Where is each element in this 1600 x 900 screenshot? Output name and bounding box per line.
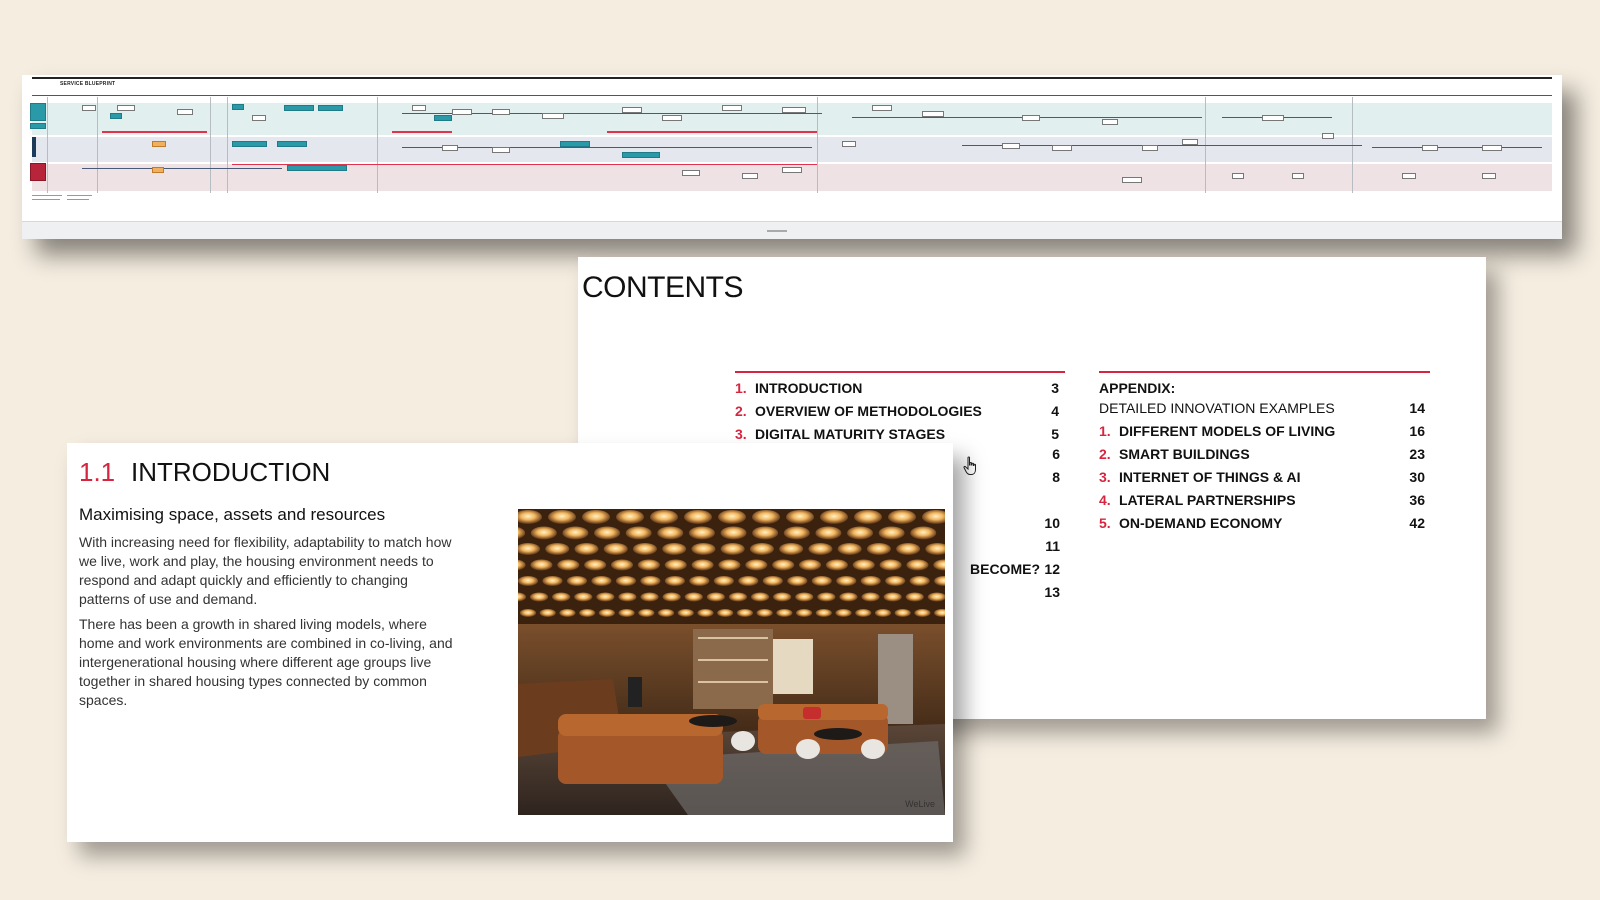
appendix-subheading-row[interactable] [1099, 400, 1425, 423]
toc-item-page: 14 [1409, 400, 1425, 416]
blueprint-teal-box [232, 141, 267, 147]
toc-item-number: 2. [735, 403, 747, 419]
toc-item-page: 10 [1044, 515, 1060, 531]
blueprint-red-line [392, 131, 452, 133]
ceiling-lamp [839, 592, 857, 601]
ceiling-lamp [599, 609, 615, 617]
blueprint-white-box [842, 141, 856, 147]
toc-item-number: 1. [735, 380, 747, 396]
toc-item-label: OVERVIEW OF METHODOLOGIES [755, 403, 982, 419]
blueprint-stage-divider [377, 97, 378, 193]
ceiling-lamp [721, 543, 745, 555]
ceiling-lamp [816, 609, 832, 617]
blueprint-top-rule [32, 77, 1552, 79]
toc-obscured-row [960, 492, 1060, 515]
ceiling-lamp [689, 576, 709, 586]
ceiling-lamp [847, 526, 873, 539]
lounge-photo [518, 509, 945, 815]
scroll-handle[interactable] [767, 230, 787, 232]
toc-item-page: 13 [1044, 584, 1060, 600]
blueprint-teal-box [560, 141, 590, 147]
blueprint-teal-box [318, 105, 343, 111]
ceiling-lamp [779, 543, 803, 555]
blueprint-stage-divider [817, 97, 818, 193]
blueprint-white-box [742, 173, 758, 179]
blueprint-white-box [542, 113, 564, 119]
toc-item-page: 8 [1052, 469, 1060, 485]
blueprint-white-box [1182, 139, 1198, 145]
blueprint-teal-box [110, 113, 122, 119]
blueprint-teal-box [277, 141, 307, 147]
ceiling-lamp [665, 576, 685, 586]
blueprint-red-line [102, 131, 207, 133]
appendix-item[interactable] [1099, 446, 1425, 469]
ceiling-lamp [567, 576, 587, 586]
ceiling-lamp [616, 510, 644, 524]
blueprint-stage-divider [47, 97, 48, 193]
ceiling-lamp [884, 592, 902, 601]
toc-item-label: SMART BUILDINGS [1119, 446, 1250, 462]
blueprint-white-box [82, 105, 96, 111]
ceiling-lamp [692, 559, 714, 570]
ceiling-lamp [752, 526, 778, 539]
toc-item-page: 5 [1051, 426, 1059, 442]
blueprint-stage-divider [97, 97, 98, 193]
ceiling-lamp [786, 510, 814, 524]
ceiling-lamp [594, 526, 620, 539]
ceiling-lamp [665, 559, 687, 570]
toc-item-page: 12 [1044, 561, 1060, 577]
service-blueprint-document [22, 75, 1562, 239]
blueprint-white-box [492, 147, 510, 153]
ceiling-lamp [584, 559, 606, 570]
ceiling-lamp [812, 576, 832, 586]
ceiling-lamp [776, 609, 792, 617]
ceiling-lamp [772, 559, 794, 570]
blueprint-white-box [682, 170, 700, 176]
ceiling-lamp [638, 559, 660, 570]
ceiling-lamp [835, 609, 851, 617]
toc-item-page: 36 [1409, 492, 1425, 508]
ceiling-lamp [808, 543, 832, 555]
ceiling-lamp [718, 559, 740, 570]
ceiling-lamp [557, 559, 579, 570]
blueprint-dark-box [32, 137, 36, 157]
ceiling-lamp [574, 592, 592, 601]
ceiling-lamp [579, 609, 595, 617]
blueprint-white-box [1022, 115, 1040, 121]
blueprint-teal-box [30, 123, 46, 129]
blueprint-teal-box [232, 104, 244, 110]
ceiling-lamp [640, 576, 660, 586]
ceiling-lamp [885, 576, 905, 586]
ceiling-lamp [520, 609, 536, 617]
appendix-item[interactable] [1099, 423, 1425, 446]
blueprint-legend-line [32, 199, 60, 200]
ceiling-lamp [717, 609, 733, 617]
toc-item-label: ON-DEMAND ECONOMY [1119, 515, 1283, 531]
ceiling-lamp [745, 559, 767, 570]
toc-item-number: 1. [1099, 423, 1111, 439]
ceiling-lamp [910, 576, 930, 586]
blueprint-white-box [1482, 173, 1496, 179]
ceiling-lamp [751, 592, 769, 601]
ceiling-lamp [910, 526, 936, 539]
ceiling-lamp [618, 592, 636, 601]
ceiling-lamp [838, 543, 862, 555]
blueprint-white-box [1422, 145, 1438, 151]
blueprint-white-box [1002, 143, 1020, 149]
ceiling-lamp [657, 526, 683, 539]
toc-item-label: INTERNET OF THINGS & AI [1119, 469, 1301, 485]
ceiling-lamp [853, 559, 875, 570]
ceiling-lamp [861, 576, 881, 586]
blueprint-white-box [492, 109, 510, 115]
blueprint-flow-line [962, 145, 1362, 146]
toc-item-page: 4 [1051, 403, 1059, 419]
ceiling-lamp [718, 510, 746, 524]
blueprint-flow-line [82, 168, 282, 169]
blueprint-orange-box [152, 141, 166, 147]
blueprint-stage-divider [210, 97, 211, 193]
ceiling-lamp [531, 526, 557, 539]
ceiling-lamp [633, 543, 657, 555]
blueprint-teal-box [287, 165, 347, 171]
blueprint-white-box [662, 115, 682, 121]
blueprint-teal-box [434, 115, 452, 121]
ceiling-lamp [650, 510, 678, 524]
ceiling-lamp [626, 526, 652, 539]
ceiling-lamp [738, 576, 758, 586]
ceiling-lamp [518, 576, 538, 586]
toc-item-page: 6 [1052, 446, 1060, 462]
ceiling-lamp [685, 592, 703, 601]
ceiling-lamp [604, 543, 628, 555]
ceiling-lamp [880, 559, 902, 570]
ceiling-lamp [562, 526, 588, 539]
blueprint-teal-box [284, 105, 314, 111]
ceiling-lamp [540, 609, 556, 617]
ceiling-lamp [750, 543, 774, 555]
ceiling-lamp [618, 609, 634, 617]
blueprint-legend-line [32, 195, 62, 196]
blueprint-legend-line [67, 195, 92, 196]
blueprint-white-box [1482, 145, 1502, 151]
toc-appendix-list [1099, 380, 1425, 538]
toc-item-number: 3. [735, 426, 747, 442]
appendix-item[interactable] [1099, 492, 1425, 515]
ceiling-lamp [854, 510, 882, 524]
ceiling-lamp [888, 510, 916, 524]
ceiling-lamp [530, 559, 552, 570]
toc-item-label: DIFFERENT MODELS OF LIVING [1119, 423, 1336, 439]
blueprint-title: SERVICE BLUEPRINT [60, 81, 116, 87]
ceiling-lamp [795, 592, 813, 601]
toc-item-label: LATERAL PARTNERSHIPS [1119, 492, 1296, 508]
introduction-page [67, 443, 953, 842]
blueprint-legend-line [67, 199, 89, 200]
ceiling-lamp [879, 526, 905, 539]
ceiling-lamp [582, 510, 610, 524]
toc-obscured-row [960, 515, 1060, 538]
ceiling-lamp [815, 526, 841, 539]
toc-item-page: 11 [1045, 538, 1060, 554]
ceiling-lamp [721, 526, 747, 539]
ceiling-lamp [707, 592, 725, 601]
ceiling-lamp [773, 592, 791, 601]
blueprint-white-box [1402, 173, 1416, 179]
section-number: 1.1 [79, 457, 116, 487]
ceiling-lamp [691, 543, 715, 555]
intro-paragraph-1: With increasing need for flexibility, adaptability to match how we live, work and play, the housing environment needs to respond and adapt quickly and efficiently to changing patterns of use and demand. [79, 534, 452, 607]
blueprint-flow-line [1372, 147, 1542, 148]
ceiling-lamp [820, 510, 848, 524]
ceiling-lamp [855, 609, 871, 617]
ceiling-lamp [784, 526, 810, 539]
hand-pointer-icon [962, 456, 980, 476]
toc-partial-label: BECOME? [970, 561, 1040, 577]
blueprint-white-box [1262, 115, 1284, 121]
blueprint-white-box [1052, 145, 1072, 151]
blueprint-white-box [782, 107, 806, 113]
toc-item-number: 2. [1099, 446, 1111, 462]
blueprint-white-box [1142, 145, 1158, 151]
ceiling-lamp [658, 609, 674, 617]
blueprint-white-box [872, 105, 892, 111]
ceiling-lamp [640, 592, 658, 601]
ceiling-lamp [545, 543, 569, 555]
ceiling-lamp [914, 609, 930, 617]
toc-item-label: INTRODUCTION [755, 380, 863, 396]
toc-obscured-row [960, 538, 1060, 561]
ceiling-lamp [542, 576, 562, 586]
ceiling-lamp [896, 543, 920, 555]
ceiling-lamp [799, 559, 821, 570]
blueprint-red-line [607, 131, 817, 133]
toc-item-page: 42 [1409, 515, 1425, 531]
ceiling-lamp [787, 576, 807, 586]
toc-item-number: 4. [1099, 492, 1111, 508]
appendix-subheading: DETAILED INNOVATION EXAMPLES [1099, 400, 1335, 416]
blueprint-stage-rule [32, 95, 1552, 96]
blueprint-white-box [622, 107, 642, 113]
ceiling-lamp [548, 510, 576, 524]
toc-item-label: DIGITAL MATURITY STAGES [755, 426, 946, 442]
ceiling-lamp [697, 609, 713, 617]
ceiling-lamp [678, 609, 694, 617]
ceiling-lamp [757, 609, 773, 617]
ceiling-lamp [826, 559, 848, 570]
blueprint-teal-box [30, 103, 46, 121]
blueprint-white-box [1232, 173, 1244, 179]
blueprint-scroll-footer[interactable] [22, 221, 1562, 239]
toc-main-list [735, 380, 1059, 449]
ceiling-lamp [861, 592, 879, 601]
ceiling-lamp [662, 543, 686, 555]
toc-obscured-row [960, 584, 1060, 607]
blueprint-white-box [1292, 173, 1304, 179]
toc-item-page: 23 [1409, 446, 1425, 462]
ceiling-lamp [596, 592, 614, 601]
toc-item-page: 3 [1051, 380, 1059, 396]
ceiling-lamp [591, 576, 611, 586]
blueprint-red-box [30, 163, 46, 181]
section-title: INTRODUCTION [131, 457, 331, 487]
blueprint-white-box [442, 145, 458, 151]
ceiling-lamp [867, 543, 891, 555]
toc-item-number: 5. [1099, 515, 1111, 531]
toc-item-number: 3. [1099, 469, 1111, 485]
blueprint-white-box [177, 109, 193, 115]
toc-item[interactable] [735, 380, 1059, 403]
blueprint-flow-line [402, 147, 812, 148]
ceiling-lamp [530, 592, 548, 601]
ceiling-lamp [638, 609, 654, 617]
ceiling-lamp [714, 576, 734, 586]
ceiling-lamp [906, 592, 924, 601]
ceiling-lamp [895, 609, 911, 617]
blueprint-white-box [782, 167, 802, 173]
blueprint-white-box [252, 115, 266, 121]
blueprint-white-box [452, 109, 472, 115]
ceiling-lamp [906, 559, 928, 570]
appendix-item[interactable] [1099, 515, 1425, 538]
toc-item[interactable] [735, 403, 1059, 426]
contents-title: CONTENTS [582, 271, 743, 304]
ceiling-lamp [836, 576, 856, 586]
blueprint-white-box [722, 105, 742, 111]
blueprint-white-box [117, 105, 135, 111]
ceiling-lamp [689, 526, 715, 539]
toc-rule-right [1099, 371, 1430, 373]
blueprint-white-box [1102, 119, 1118, 125]
blueprint-white-box [1122, 177, 1142, 183]
appendix-heading: APPENDIX: [1099, 380, 1176, 396]
blueprint-teal-box [622, 152, 660, 158]
blueprint-white-box [922, 111, 944, 117]
ceiling-lamp [611, 559, 633, 570]
toc-item-page: 16 [1409, 423, 1425, 439]
ceiling-lamp [817, 592, 835, 601]
ceiling-lamp [663, 592, 681, 601]
appendix-item[interactable] [1099, 469, 1425, 492]
ceiling-lamp [875, 609, 891, 617]
ceiling-lamp [729, 592, 747, 601]
ceiling-lamp [684, 510, 712, 524]
ceiling-lamp [737, 609, 753, 617]
toc-item-page: 30 [1409, 469, 1425, 485]
blueprint-stage-divider [227, 97, 228, 193]
ceiling-lamp [574, 543, 598, 555]
ceiling-lamp [752, 510, 780, 524]
intro-paragraph-2: There has been a growth in shared living models, where home and work environments are combined in co-living, and intergenerational housing where different age groups live together in shared housing types connected by common spaces. [79, 616, 453, 708]
ceiling-lamp [559, 609, 575, 617]
ceiling-lamp [796, 609, 812, 617]
ceiling-lamp [763, 576, 783, 586]
ceiling-lamp [616, 576, 636, 586]
photo-caption: WeLive [905, 799, 935, 809]
section-subtitle: Maximising space, assets and resources [79, 505, 386, 524]
blueprint-white-box [1322, 133, 1334, 139]
ceiling-lamp [552, 592, 570, 601]
toc-rule-left [735, 371, 1065, 373]
blueprint-white-box [412, 105, 426, 111]
blueprint-orange-box [152, 167, 164, 173]
